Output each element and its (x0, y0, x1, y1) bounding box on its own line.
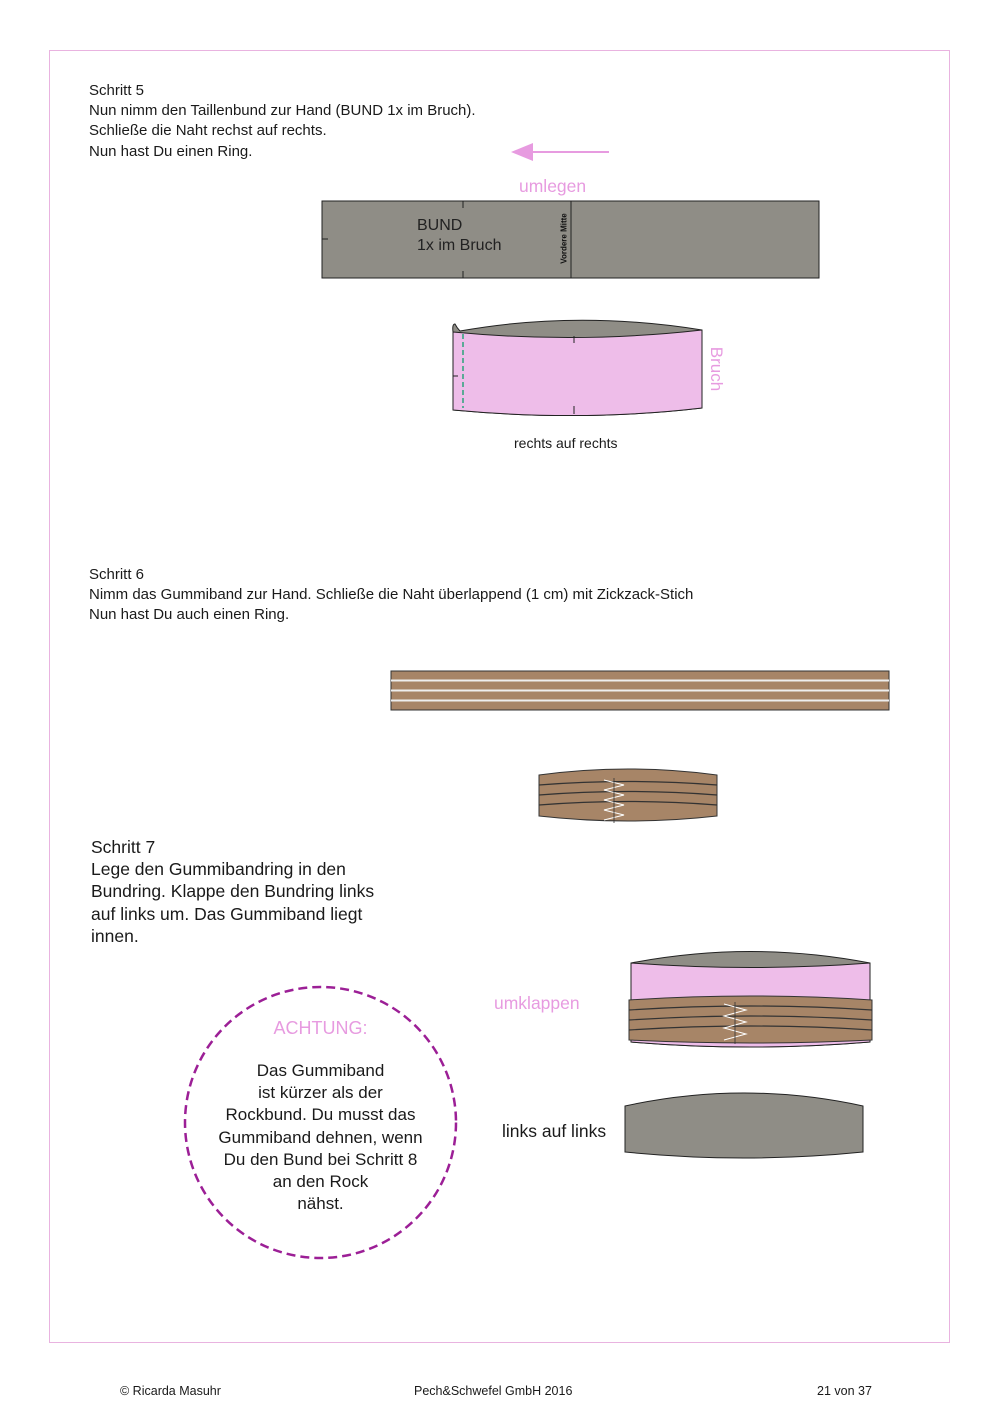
step7-line3: auf links um. Das Gummiband liegt (91, 904, 363, 924)
links-auf-links-label: links auf links (502, 1121, 607, 1141)
bund-ring-illustration (448, 316, 706, 416)
bund-bruch-label: 1x im Bruch (417, 237, 502, 254)
step5-line2: Schließe die Naht rechst auf rechts. (89, 122, 327, 139)
achtung-line: Du den Bund bei Schritt 8 (223, 1149, 418, 1169)
bund-flat-illustration (320, 199, 823, 281)
step7-line1: Lege den Gummibandring in den (91, 859, 346, 879)
step5-title: Schritt 5 (89, 82, 145, 99)
step7-line2: Bundring. Klappe den Bundring links (91, 881, 375, 901)
step5-line3: Nun hast Du einen Ring. (89, 143, 253, 160)
footer-page-number: 21 von 37 (817, 1384, 872, 1398)
achtung-line: an den Rock (272, 1172, 369, 1192)
step6-line2: Nun hast Du auch einen Ring. (89, 606, 290, 623)
achtung-line: nähst. (297, 1194, 344, 1214)
bruch-label: Bruch (707, 346, 726, 392)
achtung-line: Gummiband dehnen, wenn (218, 1127, 423, 1147)
step7-title: Schritt 7 (91, 837, 156, 857)
arrow-left-icon (505, 140, 615, 164)
elastic-ring-illustration (536, 768, 722, 828)
bund-with-elastic-illustration (627, 948, 875, 1052)
achtung-line: Das Gummiband (256, 1061, 385, 1080)
achtung-line: Rockbund. Du musst das (225, 1105, 416, 1125)
folded-ring-illustration (622, 1090, 866, 1162)
achtung-text (183, 1060, 458, 1215)
achtung-title: ACHTUNG: (273, 1018, 368, 1038)
step5-line1: Nun nimm den Taillenbund zur Hand (BUND 1x im Bruch). (89, 102, 476, 119)
vordere-mitte-label: Vordere Mitte (559, 213, 569, 264)
step6-line1: Nimm das Gummiband zur Hand. Schließe die Naht überlappend (1 cm) mit Zickzack-Stich (89, 586, 694, 603)
umklappen-label: umklappen (494, 993, 580, 1013)
step6-title: Schritt 6 (89, 566, 145, 583)
achtung-line: ist kürzer als der (258, 1083, 383, 1103)
rechts-auf-rechts-label: rechts auf rechts (514, 435, 618, 451)
footer-author: © Ricarda Masuhr (120, 1384, 221, 1398)
footer-company: Pech&Schwefel GmbH 2016 (414, 1384, 573, 1398)
bund-label: BUND (417, 217, 463, 234)
step7-line4: innen. (91, 926, 139, 946)
umlegen-label: umlegen (519, 176, 587, 196)
elastic-flat-illustration (390, 670, 892, 713)
